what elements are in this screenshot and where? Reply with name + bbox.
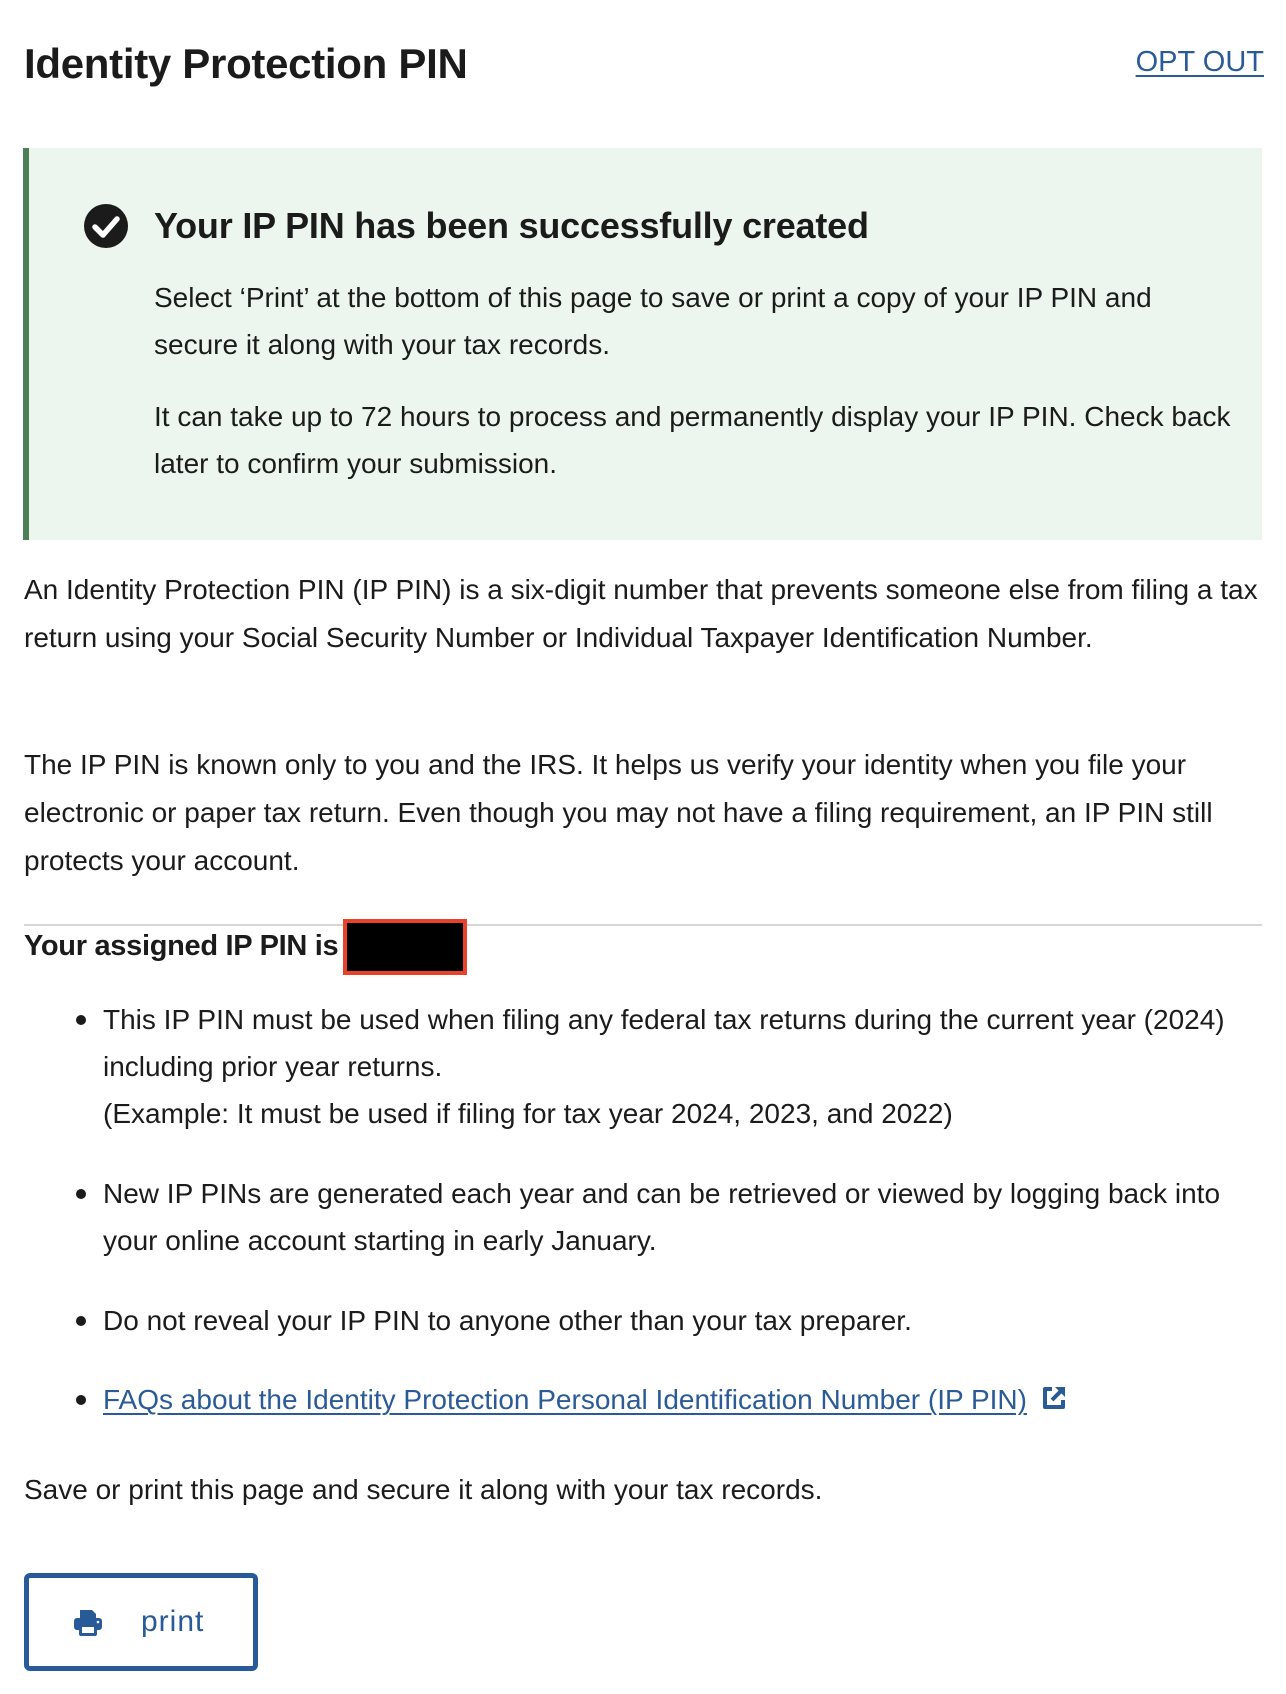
list-item: [24, 996, 1264, 1137]
bullet-example: (Example: It must be used if filing for tax year 2024, 2023, and 2022): [103, 1098, 953, 1129]
assigned-pin-label: Your assigned IP PIN is: [24, 930, 339, 962]
bullet-text: New IP PINs are generated each year and can be retrieved or viewed by logging back into your online account starting in early January.: [103, 1178, 1221, 1256]
bullet-text: This IP PIN must be used when filing any federal tax returns during the current year (2024) including prior year returns.: [103, 1004, 1225, 1082]
alert-title: Your IP PIN has been successfully created: [154, 205, 869, 246]
list-item: [24, 1170, 1264, 1264]
list-item: [24, 1376, 1264, 1423]
save-instructions: Save or print this page and secure it along with your tax records.: [24, 1474, 823, 1505]
assigned-pin-value-redacted: [343, 919, 467, 975]
list-item: [24, 1297, 1264, 1344]
ip-pin-explanation: The IP PIN is known only to you and the IRS. It helps us verify your identity when you file your electronic or paper tax return. Even though you may not have a filing requirement, an IP PIN still protects your account.: [24, 749, 1213, 876]
ip-pin-definition: An Identity Protection PIN (IP PIN) is a six-digit number that prevents someone else from filing a tax return using your Social Security Number or Individual Taxpayer Identification Number.: [24, 574, 1258, 653]
print-button[interactable]: [24, 1573, 258, 1671]
external-link-icon[interactable]: [1041, 1385, 1067, 1411]
faq-link[interactable]: FAQs about the Identity Protection Personal Identification Number (IP PIN): [103, 1384, 1027, 1415]
bullet-text: Do not reveal your IP PIN to anyone other than your tax preparer.: [103, 1305, 912, 1336]
success-alert: [23, 148, 1262, 540]
opt-out-link[interactable]: OPT OUT: [1135, 46, 1264, 78]
alert-body-processing-time: It can take up to 72 hours to process and permanently display your IP PIN. Check back later to confirm your submission.: [154, 401, 1231, 479]
print-button-label: print: [141, 1605, 205, 1638]
printer-icon: [73, 1608, 103, 1638]
check-circle-icon: [83, 203, 129, 249]
page-title: Identity Protection PIN: [24, 40, 468, 87]
alert-body-print-instructions: Select ‘Print’ at the bottom of this page to save or print a copy of your IP PIN and secure it along with your tax records.: [154, 282, 1152, 360]
